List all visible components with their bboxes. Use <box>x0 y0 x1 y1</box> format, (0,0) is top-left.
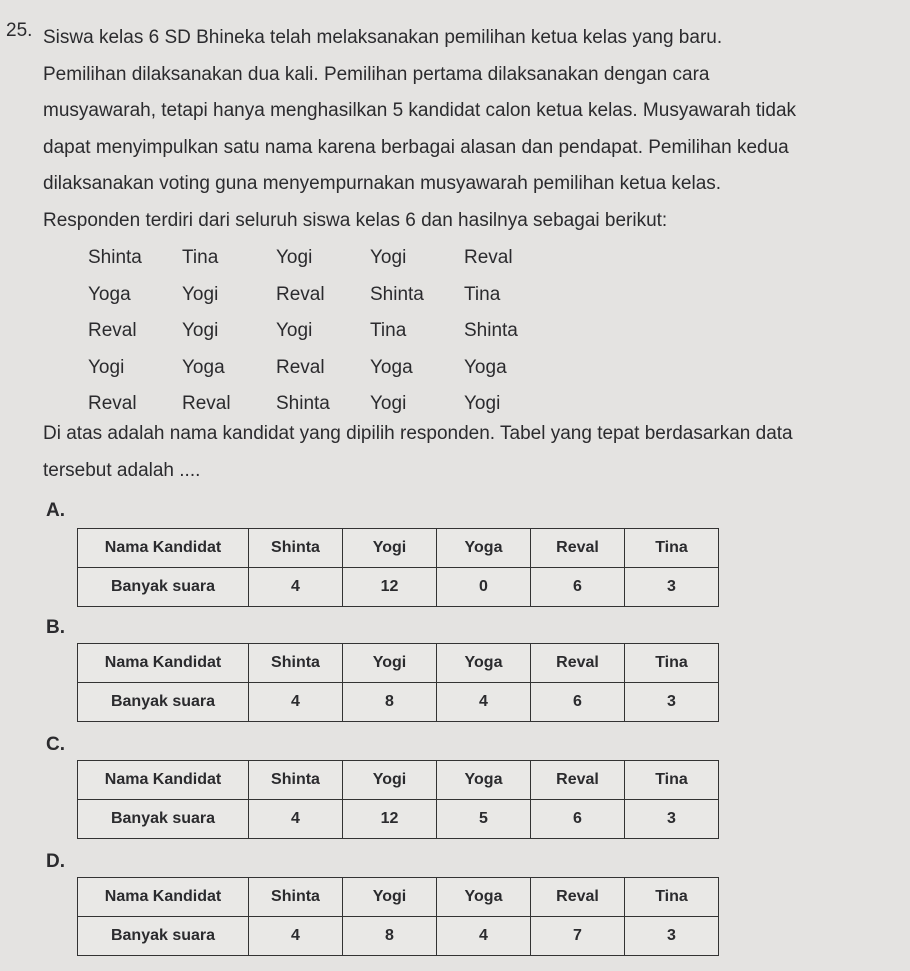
table-votes-row <box>78 917 719 956</box>
option-b-table[interactable] <box>77 643 719 722</box>
names-row <box>88 277 558 314</box>
vote-cell: 3 <box>625 683 719 722</box>
candidate-cell: Yogi <box>343 529 437 568</box>
candidate-name: Shinta <box>370 283 424 305</box>
candidate-cell: Yogi <box>343 644 437 683</box>
table-header-row <box>78 644 719 683</box>
candidate-cell: Yoga <box>437 878 531 917</box>
question-number: 25. <box>6 20 33 41</box>
votes-label-cell: Banyak suara <box>78 917 249 956</box>
candidate-cell: Shinta <box>249 529 343 568</box>
candidate-name: Reval <box>464 247 513 268</box>
option-a-label[interactable]: A. <box>46 500 65 521</box>
candidate-cell: Yoga <box>437 761 531 800</box>
vote-cell: 12 <box>343 568 437 607</box>
names-row <box>88 350 558 387</box>
candidate-name: Tina <box>182 247 219 268</box>
vote-cell: 7 <box>531 917 625 956</box>
prompt-line: tersebut adalah .... <box>43 459 201 481</box>
candidate-cell: Tina <box>625 529 719 568</box>
vote-cell: 4 <box>249 800 343 839</box>
vote-cell: 4 <box>249 917 343 956</box>
vote-cell: 5 <box>437 800 531 839</box>
votes-label-cell: Banyak suara <box>78 568 249 607</box>
header-cell: Nama Kandidat <box>78 878 249 917</box>
table-header-row <box>78 878 719 917</box>
paragraph-line: musyawarah, tetapi hanya menghasilkan 5 kandidat calon ketua kelas. Musyawarah tidak <box>43 100 797 121</box>
header-cell: Nama Kandidat <box>78 529 249 568</box>
candidate-cell: Reval <box>531 761 625 800</box>
candidate-cell: Shinta <box>249 644 343 683</box>
candidate-name: Yogi <box>276 247 313 268</box>
candidate-name: Reval <box>88 320 137 341</box>
prompt-line: Di atas adalah nama kandidat yang dipilih responden. Tabel yang tepat berdasarkan data <box>43 423 793 444</box>
vote-cell: 3 <box>625 917 719 956</box>
candidate-cell: Yogi <box>343 761 437 800</box>
candidate-name: Yogi <box>88 356 125 378</box>
candidate-name: Reval <box>276 356 325 378</box>
candidate-cell: Tina <box>625 878 719 917</box>
paragraph-line: dapat menyimpulkan satu nama karena berbagai alasan dan pendapat. Pemilihan kedua <box>43 136 789 158</box>
candidate-cell: Reval <box>531 529 625 568</box>
question-paragraph <box>43 20 883 239</box>
vote-cell: 6 <box>531 683 625 722</box>
vote-cell: 6 <box>531 800 625 839</box>
candidate-cell: Tina <box>625 761 719 800</box>
candidate-name: Yogi <box>464 393 501 414</box>
paragraph-line: Siswa kelas 6 SD Bhineka telah melaksanakan pemilihan ketua kelas yang baru. <box>43 27 723 48</box>
question-prompt <box>43 416 883 489</box>
candidate-name: Shinta <box>464 320 518 341</box>
candidate-name: Tina <box>370 320 407 341</box>
candidate-name: Yoga <box>88 283 131 305</box>
header-cell: Nama Kandidat <box>78 644 249 683</box>
votes-label-cell: Banyak suara <box>78 683 249 722</box>
candidate-name: Reval <box>182 393 231 414</box>
candidate-name: Yogi <box>182 283 219 305</box>
vote-cell: 4 <box>437 917 531 956</box>
table-votes-row <box>78 800 719 839</box>
vote-cell: 3 <box>625 568 719 607</box>
candidate-cell: Yoga <box>437 529 531 568</box>
header-cell: Nama Kandidat <box>78 761 249 800</box>
option-c-label[interactable]: C. <box>46 734 65 755</box>
candidate-name: Reval <box>276 283 325 305</box>
candidate-name: Yoga <box>370 356 413 378</box>
candidate-name: Shinta <box>276 393 330 414</box>
table-header-row <box>78 761 719 800</box>
names-row <box>88 313 558 350</box>
candidate-cell: Yogi <box>343 878 437 917</box>
option-d-label[interactable]: D. <box>46 851 65 872</box>
candidate-cell: Reval <box>531 644 625 683</box>
option-a-table[interactable] <box>77 528 719 607</box>
candidate-cell: Reval <box>531 878 625 917</box>
candidate-name: Yoga <box>464 356 507 378</box>
candidate-name: Yogi <box>370 247 407 268</box>
vote-cell: 4 <box>437 683 531 722</box>
option-d-table[interactable] <box>77 877 719 956</box>
vote-cell: 8 <box>343 683 437 722</box>
vote-cell: 4 <box>249 568 343 607</box>
vote-cell: 4 <box>249 683 343 722</box>
table-votes-row <box>78 683 719 722</box>
candidate-name: Yogi <box>370 393 407 414</box>
names-row <box>88 240 558 277</box>
candidate-name: Reval <box>88 393 137 414</box>
candidate-cell: Tina <box>625 644 719 683</box>
vote-cell: 0 <box>437 568 531 607</box>
respondent-names-grid <box>88 240 558 423</box>
candidate-name: Yogi <box>276 320 313 341</box>
paragraph-line: Responden terdiri dari seluruh siswa kelas 6 dan hasilnya sebagai berikut: <box>43 209 668 231</box>
candidate-name: Yogi <box>182 320 219 341</box>
paragraph-line: Pemilihan dilaksanakan dua kali. Pemilihan pertama dilaksanakan dengan cara <box>43 63 710 85</box>
candidate-name: Tina <box>464 283 501 305</box>
candidate-cell: Shinta <box>249 878 343 917</box>
votes-label-cell: Banyak suara <box>78 800 249 839</box>
vote-cell: 12 <box>343 800 437 839</box>
vote-cell: 3 <box>625 800 719 839</box>
candidate-name: Yoga <box>182 356 225 378</box>
table-votes-row <box>78 568 719 607</box>
option-c-table[interactable] <box>77 760 719 839</box>
candidate-cell: Shinta <box>249 761 343 800</box>
table-header-row <box>78 529 719 568</box>
paragraph-line: dilaksanakan voting guna menyempurnakan musyawarah pemilihan ketua kelas. <box>43 173 722 194</box>
vote-cell: 8 <box>343 917 437 956</box>
candidate-name: Shinta <box>88 247 142 268</box>
option-b-label[interactable]: B. <box>46 617 65 638</box>
candidate-cell: Yoga <box>437 644 531 683</box>
vote-cell: 6 <box>531 568 625 607</box>
